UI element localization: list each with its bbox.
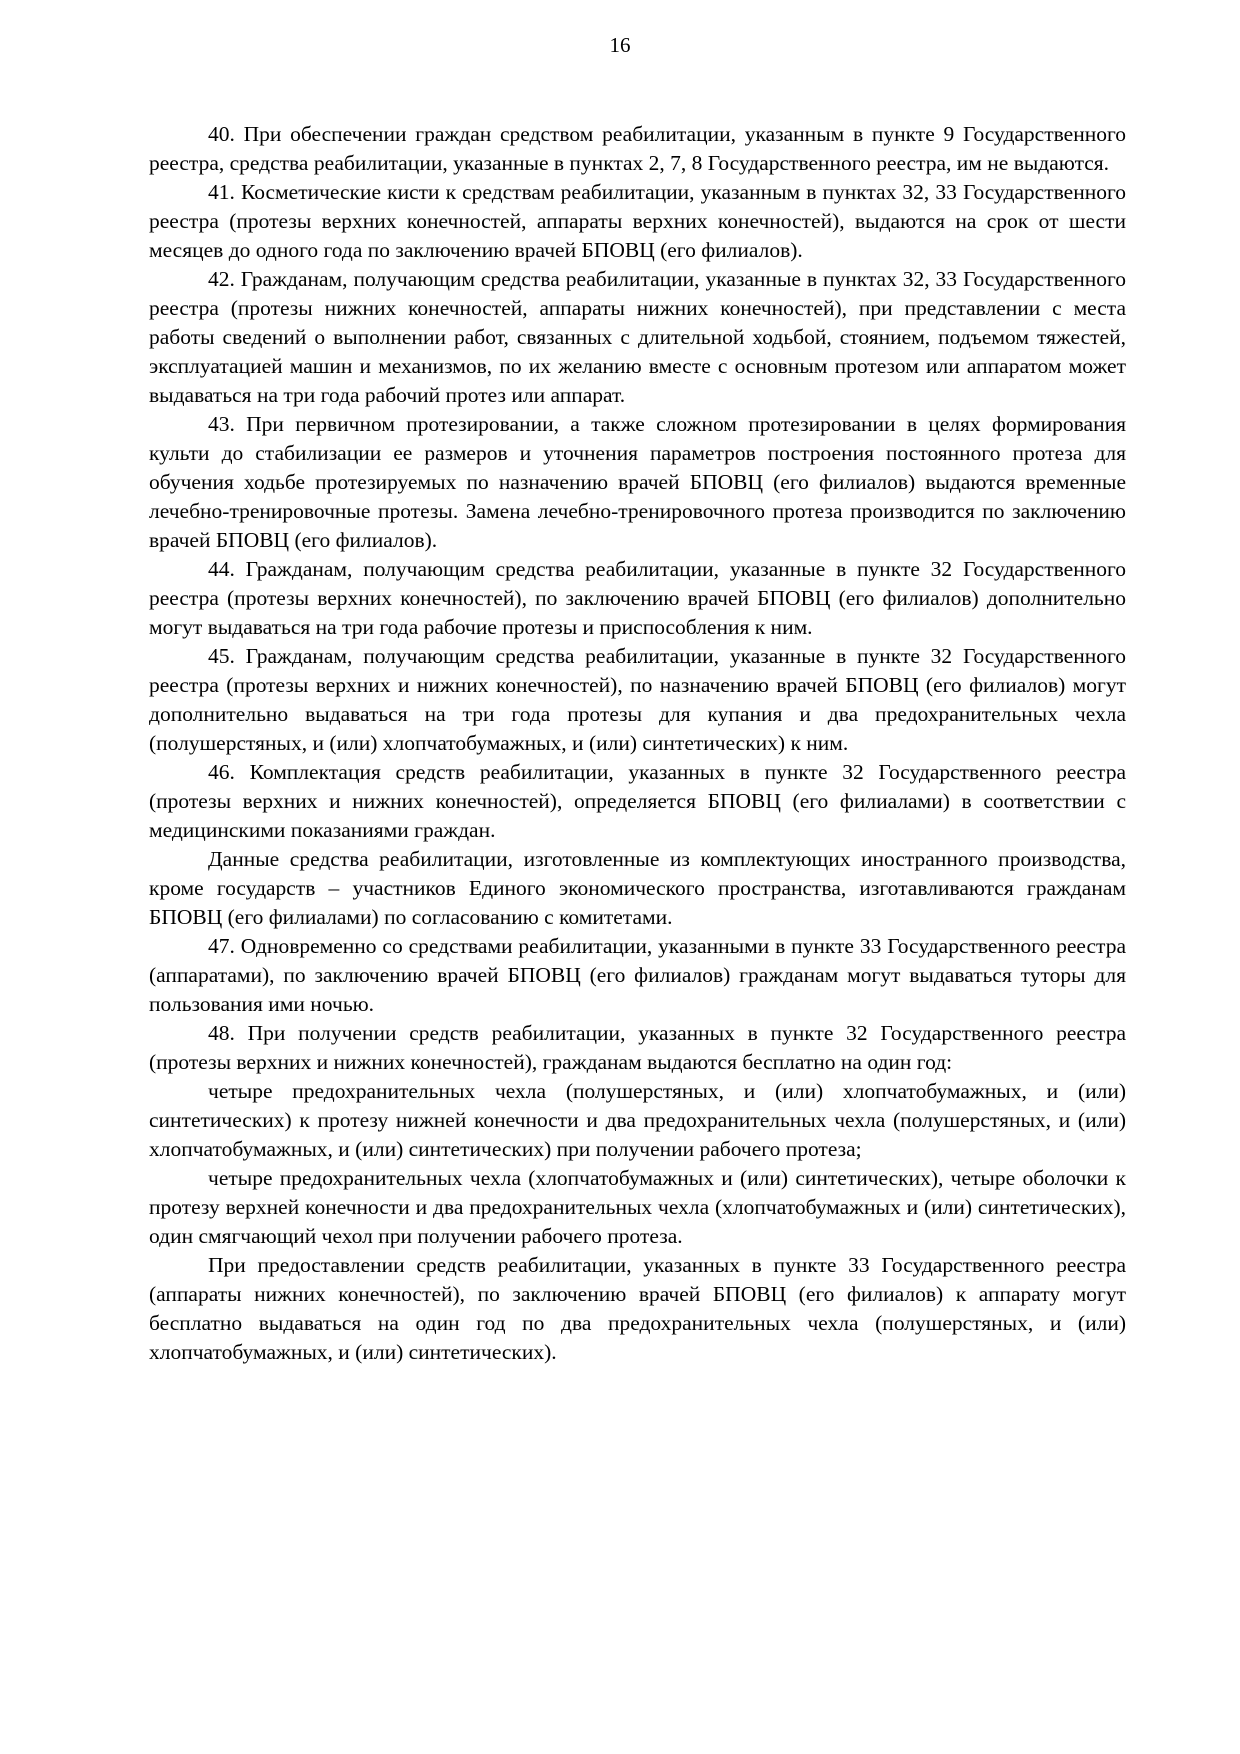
paragraph-46-continuation: Данные средства реабилитации, изготовленные из комплектующих иностранного производства, кроме государств – участников Единого экономического пространства, изготавливаются гражданам БПОВЦ (его филиалами) по согласованию с комитетами. (149, 847, 1126, 929)
paragraph-48-item-lower-limb: четыре предохранительных чехла (полушерстяных, и (или) хлопчатобумажных, и (или) синтетических) к протезу нижней конечности и два предохранительных чехла (полушерстяных, и (или) хлопчатобумажных, и (или) синтетических) при получении рабочего протеза; (149, 1079, 1126, 1161)
page-number: 16 (609, 33, 631, 57)
paragraph-44: 44. Гражданам, получающим средства реабилитации, указанные в пункте 32 Государственного реестра (протезы верхних конечностей), по заключению врачей БПОВЦ (его филиалов) дополнительно могут выдаваться на три года рабочие протезы и приспособления к ним. (149, 557, 1126, 639)
paragraph-48-item-upper-limb: четыре предохранительных чехла (хлопчатобумажных и (или) синтетических), четыре оболочки к протезу верхней конечности и два предохранительных чехла (хлопчатобумажных и (или) синтетических), один смягчающий чехол при получении рабочего протеза. (149, 1166, 1126, 1248)
paragraph-42: 42. Гражданам, получающим средства реабилитации, указанные в пунктах 32, 33 Государственного реестра (протезы нижних конечностей, аппараты нижних конечностей), при представлении с места работы сведений о выполнении работ, связанных с длительной ходьбой, стоянием, подъемом тяжестей, эксплуатацией машин и механизмов, по их желанию вместе с основным протезом или аппаратом может выдаваться на три года рабочий протез или аппарат. (149, 267, 1126, 407)
paragraph-43: 43. При первичном протезировании, а также сложном протезировании в целях формирования культи до стабилизации ее размеров и уточнения параметров построения постоянного протеза для обучения ходьбе протезируемых по назначению врачей БПОВЦ (его филиалов) выдаются временные лечебно-тренировочные протезы. Замена лечебно-тренировочного протеза производится по заключению врачей БПОВЦ (его филиалов). (149, 412, 1126, 552)
paragraph-47: 47. Одновременно со средствами реабилитации, указанными в пункте 33 Государственного реестра (аппаратами), по заключению врачей БПОВЦ (его филиалов) гражданам могут выдаваться туторы для пользования ими ночью. (149, 934, 1126, 1016)
paragraph-45: 45. Гражданам, получающим средства реабилитации, указанные в пункте 32 Государственного реестра (протезы верхних и нижних конечностей), по назначению врачей БПОВЦ (его филиалов) могут дополнительно выдаваться на три года протезы для купания и два предохранительных чехла (полушерстяных, и (или) хлопчатобумажных, и (или) синтетических) к ним. (149, 644, 1126, 755)
paragraph-41: 41. Косметические кисти к средствам реабилитации, указанным в пунктах 32, 33 Государственного реестра (протезы верхних конечностей, аппараты верхних конечностей), выдаются на срок от шести месяцев до одного года по заключению врачей БПОВЦ (его филиалов). (149, 180, 1126, 262)
paragraph-48-apparatus: При предоставлении средств реабилитации, указанных в пункте 33 Государственного реестра (аппараты нижних конечностей), по заключению врачей БПОВЦ (его филиалов) к аппарату могут бесплатно выдаваться на один год по два предохранительных чехла (полушерстяных, и (или) хлопчатобумажных, и (или) синтетических). (149, 1253, 1126, 1364)
paragraph-48: 48. При получении средств реабилитации, указанных в пункте 32 Государственного реестра (протезы верхних и нижних конечностей), гражданам выдаются бесплатно на один год: (149, 1021, 1126, 1074)
paragraph-46: 46. Комплектация средств реабилитации, указанных в пункте 32 Государственного реестра (протезы верхних и нижних конечностей), определяется БПОВЦ (его филиалами) в соответствии с медицинскими показаниями граждан. (149, 760, 1126, 842)
document-body (149, 120, 1126, 1367)
paragraph-40: 40. При обеспечении граждан средством реабилитации, указанным в пункте 9 Государственного реестра, средства реабилитации, указанные в пунктах 2, 7, 8 Государственного реестра, им не выдаются. (149, 122, 1126, 175)
